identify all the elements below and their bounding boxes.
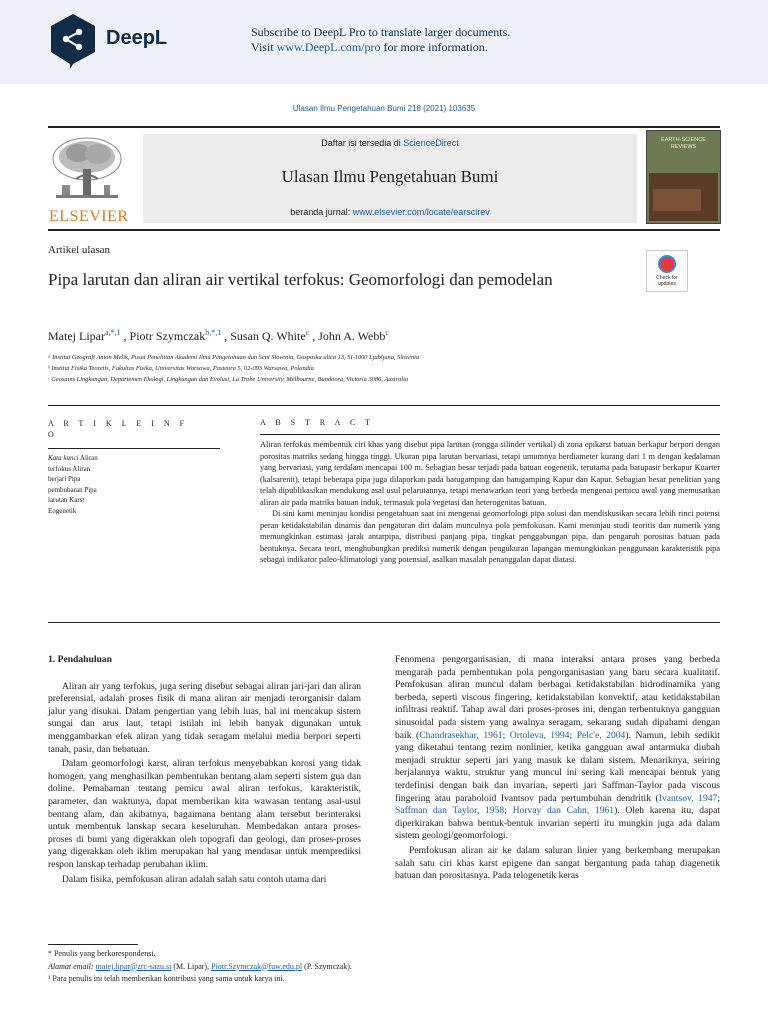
banner-suffix: for more information.	[380, 40, 488, 54]
journal-homepage	[143, 207, 637, 217]
citation-link[interactable]: Ortoleva, 1994	[509, 729, 570, 741]
keyword: pembubaran Pipa	[48, 485, 97, 494]
affiliation-item: ᵇ Institut Fisika Teoretis, Fakultas Fisika, Universitas Warsawa, Pasteura 5, 02-093 Warsawa, Polandia	[48, 365, 314, 372]
abstract-rule	[260, 434, 720, 435]
keyword: berjari Pipa	[48, 475, 81, 483]
affiliation-item: ᵃ Institut Geografi Anton Melik, Pusat Penelitian Akademi Ilmu Pengetahuan dan Seni Slovenia, Gosposka ulica 13, SI-1000 Ljubljana, Slovenia	[48, 354, 420, 361]
header-bottom-rule	[48, 229, 720, 231]
author-name[interactable]: John A. Webb	[318, 329, 386, 343]
citation-link[interactable]: Horvay dan Cahn, 1961	[512, 805, 615, 817]
deepl-banner	[0, 0, 768, 84]
banner-message	[251, 25, 510, 55]
body-left-column	[48, 654, 361, 888]
contents-prefix: Daftar isi tersedia di	[321, 138, 404, 148]
body-paragraph	[395, 654, 720, 843]
author-name[interactable]: Piotr Szymczak	[129, 329, 206, 343]
author-list: Matej Lipar$^{a,*,1}$ , Piotr Szymczak$^{b,*,1}$ , Susan Q. White$^c$ , John A. Webb$^c$	[48, 328, 389, 343]
affiliations	[48, 352, 720, 385]
deepl-pro-link[interactable]: www.DeepL.com/pro	[276, 40, 381, 54]
citation-separator: ;	[717, 792, 721, 804]
paragraph-text: ). Namun, lebih sedikit yang diketahui tentang rezim nonlinier, ketika gangguan awal antarmuka diubah menjadi struktur seperti jari yang masuk ke dalam sistem. Menariknya, seiring berjalannya waktu, struktur yang muncul ini sering kali mencapai bentuk yang terdefinisi dengan baik dan invarian, seperti jari Saffman-Taylor pada viscous fingering atau paraboloid Ivantsov pada pertumbuhan dendritik (	[395, 729, 720, 804]
abstract-paragraph: Di sini kami meninjau kondisi pengetahuan saat ini mengenai geomorfologi pipa solusi dan mendiskusikan secara lebih rinci potensi peran ketidakstabilan dinamis dan pengaturan diri dalam munculnya pola pemfokusan. Kami meninjau studi teoritis dan numerik yang memungkinkan estimasi jarak antarpipa, distribusi panjang pipa, tingkat penggabungan pipa, dan pengaruh porositas batuan pada bentuknya. Secara teori, menghubungkan prediksi numerik dengan pengukuran lapangan memungkinkan penggunaan karakteristik pipa sebagai indikator paleo-klimatologi yang potensial, asalkan masalah penanggalan dapat diatasi.	[260, 509, 720, 564]
citation-link[interactable]: Saffman dan Taylor, 1958	[395, 805, 505, 817]
cover-photo-detail	[653, 189, 701, 211]
author-affiliation-mark[interactable]: b,*,1	[205, 328, 222, 337]
equal-contribution-note: ¹ Para penulis ini telah memberikan kontribusi yang sama untuk karya ini.	[48, 974, 285, 983]
citation-separator: ;	[504, 805, 513, 817]
journal-reference[interactable]: Ulasan Ilmu Pengetahuan Bumi 218 (2021) 103635	[292, 104, 476, 113]
contents-available	[143, 138, 637, 148]
journal-homepage-link[interactable]: www.elsevier.com/locate/earscirev	[352, 207, 490, 217]
email-owner: (P. Szymczak).	[302, 961, 352, 971]
keyword: Aliran	[79, 454, 98, 462]
body-paragraph: Pemfokusan aliran air ke dalam saluran linier yang berkembang merupakan salah satu ciri khas karst epigene dan sangat bergantung pada tahap diagenetik batuan dan porositasnya. Pada telogenetik keras	[395, 844, 720, 882]
section-rule	[48, 405, 720, 406]
corresponding-author-note: * Penulis yang berkorespondensi.	[48, 949, 156, 958]
author-name[interactable]: Matej Lipar	[48, 329, 105, 343]
footnote-rule	[48, 944, 138, 945]
check-updates-icon	[658, 255, 676, 273]
author-affiliation-mark[interactable]: a,*,1	[104, 328, 121, 337]
body-right-column	[395, 654, 720, 885]
email-link[interactable]: Piotr.Szymczak@fuw.edu.pl	[211, 961, 303, 971]
article-title: Pipa larutan dan aliran air vertikal terfokus: Geomorfologi dan pemodelan	[48, 270, 553, 289]
citation-link[interactable]: Ivantsov, 1947	[658, 792, 718, 804]
keyword: terfokus Aliran	[48, 464, 91, 473]
body-paragraph: Dalam fisika, pemfokusan aliran adalah salah satu contoh utama dari	[62, 873, 327, 885]
email-owner: (M. Lipar),	[171, 961, 212, 971]
author-affiliation-mark[interactable]: c	[305, 328, 310, 337]
journal-cover-image	[646, 130, 721, 224]
keywords-list	[48, 453, 126, 516]
cover-title-line-1: EARTH-SCIENCE	[661, 137, 706, 143]
header-top-rule	[48, 126, 720, 128]
paragraph-text: Fenomena pengorganisasian, di mana interaksi antara proses yang berbeda mengarah pada pembentukan pola pengorganisasian yang baru secara kualitatif. Pemfokusan aliran muncul dalam berbagai ketidakstabilan hidrodinamika yang berbeda, seperti viscous fingering, ketidakstabilan konvektif, atau ketidakstabilan infiltrasi reaktif. Tahap awal dari proses-proses ini, dengan terbentuknya gangguan sinusoidal pada sistem yang awalnya seragam, sekarang sudah dipahami dengan baik (	[395, 654, 720, 741]
citation-link[interactable]: Pelc'e, 2004	[576, 729, 626, 741]
abstract-text	[260, 439, 720, 566]
banner-line-2	[251, 40, 510, 55]
email-link[interactable]: matej.lipar@zrc-sazu.si	[95, 961, 172, 971]
banner-line-1: Subscribe to DeepL Pro to translate larger documents.	[251, 25, 511, 39]
citation-separator: ;	[502, 729, 510, 741]
banner-visit-label: Visit	[251, 40, 277, 54]
cover-title	[650, 137, 717, 151]
author-name[interactable]: Susan Q. White	[230, 329, 306, 343]
elsevier-logo-text: ELSEVIER	[49, 208, 129, 225]
section-heading: 1. Pendahuluan	[48, 654, 112, 665]
keyword: Eogenetik	[48, 506, 77, 515]
abstract-paragraph: Aliran terfokus membentuk ciri khas yang disebut pipa larutan (rongga silinder vertikal) di zona epikarst batuan berkapur berpori dengan porositas matriks sedang hingga tinggi. Ukuran pipa larutan bervariasi, tetapi umumnya berdiameter kurang dari 1 m dengan kedalaman yang bervariasi, yang terdalam mencapai 100 m. Sebagian besar terjadi pada batuan eogenetik, terutama pada batupasir berkapur Kuarter (kalsarenit), tetapi beberapa pipa juga dilaporkan pada batugamping dan batugamping Kapur dan Kapur. Sebagian besar penelitian yang telah dipublikasikan mendukung asal usul pelarutannya, tetapi menawarkan teori yang berbeda mengenai pemicu awal yang memusatkan aliran air pada matriks batuan induk, termasuk pola vegetasi dan heterogenitas batuan.	[260, 440, 720, 507]
homepage-prefix: beranda jurnal:	[290, 207, 353, 217]
body-paragraph: Aliran air yang terfokus, juga sering disebut sebagai aliran jari-jari dan aliran preferensial, adalah proses fisik di mana aliran air menjadi terorganisir dalam jalur yang disukai. Dalam pengertian yang lebih luas, hal ini mencakup sistem sungai dan arus laut, tetapi istilah ini lebih banyak digunakan untuk menggambarkan efek aliran yang tidak seragam melalui media berpori seperti tanah, pasir, dan bebatuan.	[48, 680, 361, 755]
deepl-logo-icon	[48, 12, 98, 70]
abstract-heading: A B S T R A C T	[260, 418, 375, 427]
citation-link[interactable]: Chandrasekhar, 1961	[419, 729, 503, 741]
citation-separator: ;	[569, 729, 577, 741]
keywords-rule	[48, 448, 220, 449]
footnotes	[48, 948, 720, 986]
affiliation-item: ᶜ Geosains Lingkungan, Departemen Ekologi, Lingkungan dan Evolusi, La Trobe University, Melbourne, Bundoora, Victoria 3086, Australia	[48, 376, 409, 383]
abstract-bottom-rule	[48, 622, 720, 623]
article-type: Artikel ulasan	[48, 244, 111, 256]
sciencedirect-link[interactable]: ScienceDirect	[403, 138, 459, 148]
cover-title-line-2: REVIEWS	[670, 144, 697, 150]
elsevier-tree-icon	[48, 135, 126, 207]
article-info-heading-line-1: A R T I K L E I N F	[48, 419, 189, 428]
article-info-heading	[48, 418, 188, 440]
journal-title: Ulasan Ilmu Pengetahuan Bumi	[281, 167, 499, 186]
keywords-label: Kata kunci	[48, 454, 79, 462]
email-note	[48, 961, 720, 974]
journal-header-box	[143, 134, 637, 223]
check-updates-label: Check for updates	[656, 275, 678, 287]
deepl-brand: DeepL	[106, 27, 168, 49]
paragraph-text: ). Oleh karena itu, dapat diperkirakan bahwa bentuk-bentuk invarian seperti itu mungkin juga ada dalam sistem geologi/geomorfologi.	[395, 805, 720, 842]
author-affiliation-mark[interactable]: c	[385, 328, 389, 337]
keyword: larutan Karst	[48, 496, 85, 504]
check-for-updates-button[interactable]	[646, 250, 688, 292]
email-label: Alamat email:	[48, 961, 96, 971]
body-paragraph: Dalam geomorfologi karst, aliran terfokus menyebabkan korosi yang tidak homogen, yang menghasilkan pembentukan bentang alam seperti sistem gua dan doline. Pemahaman tentang pemicu awal aliran terfokus, karakteristik, parameter, dan waktunya, dapat memberikan kita wawasan tentang asal-usul bentang alam, dan akibatnya, bagaimana bentang alam tersebut berinteraksi untuk membentuk lanskap secara keseluruhan. Membedakan antara proses-proses di bumi yang digerakkan oleh topografi dan geologi, dan proses-proses yang digerakkan oleh iklim merupakan hal yang mendasar untuk memprediksi respon lanskap terhadap perubahan iklim.	[48, 758, 361, 870]
article-info-heading-line-2: O	[48, 430, 58, 439]
